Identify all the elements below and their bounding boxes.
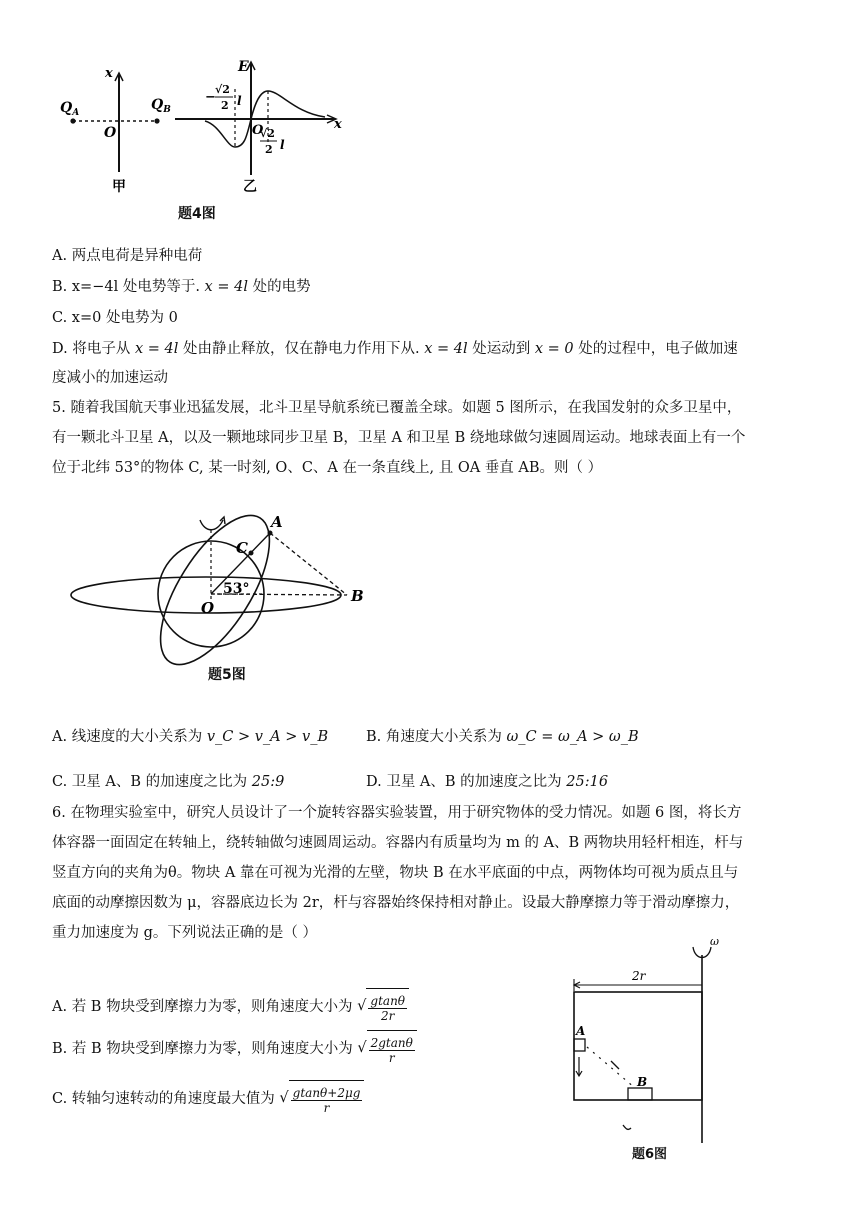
fig4-label-x-left: x xyxy=(105,66,113,81)
q5-option-d: D. 卫星 A、B 的加速度之比为 25:16 xyxy=(366,774,609,790)
q4-option-b: B. x=−4l 处电势等于. x = 4l 处的电势 xyxy=(52,279,311,295)
fig4-label-qa: $Q_A$ xyxy=(60,100,80,118)
fig4-label-x-right: x xyxy=(334,117,342,132)
q6-option-a: A. 若 B 物块受到摩擦力为零，则角速度大小为 √ $\frac{gtan\theta}{2r}$ xyxy=(52,988,409,1026)
fig5-label-a: A xyxy=(271,513,283,531)
q6-option-b: B. 若 B 物块受到摩擦力为零，则角速度大小为 √ $\frac{2gtan\theta}{r}$ xyxy=(52,1030,417,1068)
fig4-label-qb: $Q_B$ xyxy=(151,97,171,115)
fig5-point-a xyxy=(268,531,273,536)
fig4-neg-sqrt2: √2 xyxy=(215,83,230,96)
fig6-label-a: A xyxy=(576,1024,586,1038)
fig6-rod xyxy=(587,1047,635,1088)
q5-option-a: A. 线速度的大小关系为 v_C > v_A > v_B xyxy=(52,729,329,745)
fig5-rotation-arrow xyxy=(200,520,223,530)
figure-6 xyxy=(565,935,725,1170)
figure-5 xyxy=(65,505,375,670)
fig6-label-omega: ω xyxy=(710,935,719,948)
fig4-charge-a xyxy=(70,118,75,123)
q6-stem-line5: 重力加速度为 g。下列说法正确的是（ ） xyxy=(52,925,317,941)
fig4-label-e: E xyxy=(238,59,249,75)
q5-stem-line1: 5. 随着我国航天事业迅猛发展，北斗卫星导航系统已覆盖全球。如题 5 图所示，在我国发射的众多卫星中， xyxy=(52,400,742,416)
fig4-neg-two: 2 xyxy=(221,99,229,112)
q6-option-a-formula: √ $\frac{gtan\theta}{2r}$ xyxy=(357,988,409,1026)
fig4-charge-b xyxy=(154,118,159,123)
q6-option-c: C. 转轴匀速转动的角速度最大值为 √ $\frac{gtan\theta+2\mu g}{r}$ xyxy=(52,1080,364,1118)
fig6-label-2r: 2r xyxy=(632,969,646,983)
fig4-pos-sqrt2: √2 xyxy=(260,127,275,140)
fig4-neg-l: l xyxy=(237,94,242,108)
q4-option-d: D. 将电子从 x = 4l 处由静止释放，仅在静电力作用下从. x = 4l 处运动到 x = 0 处的过程中，电子做加速 xyxy=(52,341,738,357)
fig5-label-b: B xyxy=(351,587,364,605)
fig4-label-o-right: O xyxy=(252,123,264,138)
fig5-angle: 53° xyxy=(223,581,250,597)
fig4-label-yi: 乙 xyxy=(243,179,257,195)
q5-option-c: C. 卫星 A、B 的加速度之比为 25:9 xyxy=(52,774,285,790)
fig6-block-b xyxy=(628,1088,652,1100)
fig5-line-ab xyxy=(270,533,347,595)
figure-4 xyxy=(55,55,355,200)
fig5-point-c xyxy=(249,551,254,556)
q4-option-a: A. 两点电荷是异种电荷 xyxy=(52,248,203,264)
q6-stem-line3: 竖直方向的夹角为θ。物块 A 靠在可视为光滑的左壁，物块 B 在水平底面的中点，两物体均可视为质点且与 xyxy=(52,865,739,881)
fig4-label-o-left: O xyxy=(104,125,117,141)
q4-option-d-cont: 度减小的加速运动 xyxy=(52,370,168,386)
fig6-block-a xyxy=(574,1039,585,1051)
fig5-label-o: O xyxy=(201,599,215,617)
fig5-label-c: C xyxy=(236,539,248,557)
q6-stem-line2: 体容器一面固定在转轴上，绕转轴做匀速圆周运动。容器内有质量均为 m 的 A、B 两物块用轻杆相连，杆与 xyxy=(52,835,744,851)
q6-stem-line4: 底面的动摩擦因数为 μ，容器底边长为 2r，杆与容器始终保持相对静止。设最大静摩擦力等于滑动摩擦力， xyxy=(52,895,740,911)
fig6-caption: 题6图 xyxy=(632,1147,668,1162)
q6-stem-line1: 6. 在物理实验室中，研究人员设计了一个旋转容器实验装置，用于研究物体的受力情况。如题 6 图，将长方 xyxy=(52,805,742,821)
fig4-label-jia: 甲 xyxy=(112,179,126,195)
fig4-pos-two: 2 xyxy=(265,143,273,156)
fig4-neg-sign: − xyxy=(205,90,216,105)
q4-option-c: C. x=0 处电势为 0 xyxy=(52,310,178,326)
q6-option-b-formula: √ $\frac{2gtan\theta}{r}$ xyxy=(357,1030,417,1068)
q5-stem-line2: 有一颗北斗卫星 A，以及一颗地球同步卫星 B，卫星 A 和卫星 B 绕地球做匀速圆周运动。地球表面上有一个 xyxy=(52,430,746,446)
q5-option-b: B. 角速度大小关系为 ω_C = ω_A > ω_B xyxy=(366,729,639,745)
fig4-pos-l: l xyxy=(280,138,285,152)
fig6-label-b: B xyxy=(637,1075,648,1089)
fig4-caption: 题4图 xyxy=(178,206,216,222)
q5-stem-line3: 位于北纬 53°的物体 C, 某一时刻, O、C、A 在一条直线上, 且 OA 垂直 AB。则（ ） xyxy=(52,460,603,476)
q6-option-c-formula: √ $\frac{gtan\theta+2\mu g}{r}$ xyxy=(279,1080,364,1118)
fig5-caption: 题5图 xyxy=(208,667,246,683)
